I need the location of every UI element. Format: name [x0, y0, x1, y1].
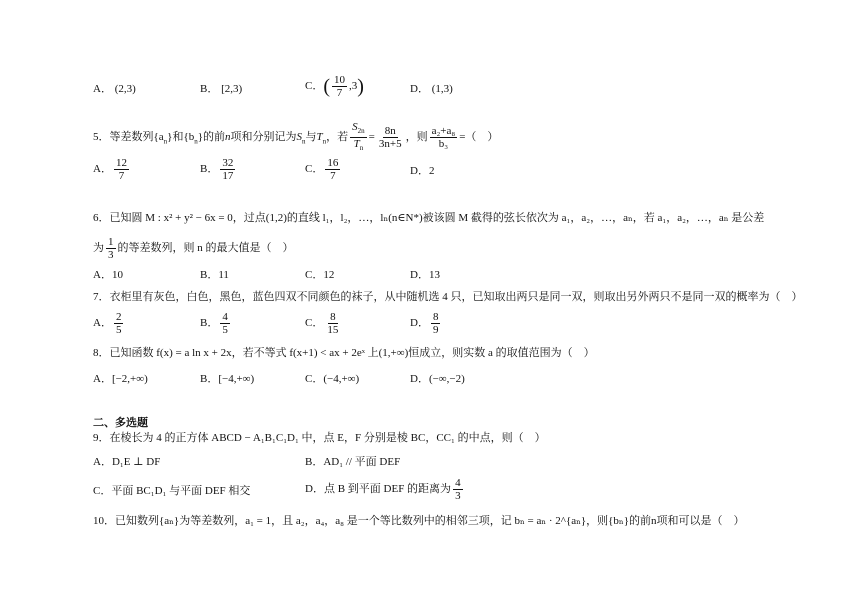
- q10-question: 10．已知数列{aₙ}为等差数列，a₁ = 1，且 a₂，a₄，a₈ 是一个等比数列中的相邻三项，记 bₙ = aₙ · 2^{aₙ}，则{bₙ}的前n项和可以是（ ）: [93, 515, 745, 527]
- q6-option-d: D．13: [410, 269, 440, 281]
- q7-option-a: A． $\frac{2}{5}$: [93, 311, 122, 336]
- q7-option-c: C． $\frac{8}{15}$: [305, 311, 339, 336]
- q9-option-d: D．点 B 到平面 DEF 的距离为 $\frac{4}{3}$: [305, 477, 461, 502]
- q9-option-b: B．AD₁ // 平面 DEF: [305, 456, 401, 468]
- q4-option-b: B． [2,3): [200, 83, 243, 95]
- q9-question: 9．在棱长为 4 的正方体 ABCD − A₁B₁C₁D₁ 中，点 E，F 分别是棱 BC，CC₁ 的中点，则（ ）: [93, 432, 546, 444]
- q6-question-line1: 6．已知圆 M : x² + y² − 6x = 0，过点(1,2)的直线 l₁，l₂，…，lₙ(n∈N*)被该圆 M 截得的弦长依次为 a₁，a₂，…，aₙ，若 a₁，a₂，…，aₙ 是公差: [93, 212, 765, 224]
- q6-option-b: B．11: [200, 269, 229, 281]
- q9-option-a: A．D₁E ⊥ DF: [93, 456, 161, 468]
- q6-question-line2: 为 $\frac{1}{3}$ 的等差数列，则 n 的最大值是（ ）: [93, 236, 294, 261]
- q5-option-d: D．2: [410, 165, 435, 177]
- q5-question: 5．等差数列$\{a_n\}$和$\{b_n\}$的前n项和分别记为$S_n$与$T_n$，若 $\frac{S_{2n}}{T_n}$ = $\frac{8n}{3n+5}$ ，则 $\frac{\text{a₂+a₈}}{\text{b₃}}$ =（ ）: [93, 121, 499, 153]
- q6-option-c: C．12: [305, 269, 335, 281]
- q4-option-d: D． (1,3): [410, 83, 453, 95]
- q9-option-c: C．平面 BC₁D₁ 与平面 DEF 相交: [93, 485, 251, 497]
- q4-option-c: C．( $\frac{10}{7}$ ,3): [305, 74, 364, 99]
- q5-option-c: C． $\frac{16}{7}$: [305, 157, 339, 182]
- q8-option-d: D．(−∞,−2): [410, 373, 465, 385]
- q8-option-b: B．[−4,+∞): [200, 373, 255, 385]
- q7-option-b: B． $\frac{4}{5}$: [200, 311, 228, 336]
- q8-option-a: A．[−2,+∞): [93, 373, 148, 385]
- q4-option-a: A． (2,3): [93, 83, 136, 95]
- q8-question: 8．已知函数 f(x) = a ln x + 2x，若不等式 f(x+1) < ax + 2eˣ 上(1,+∞)恒成立，则实数 a 的取值范围为（ ）: [93, 347, 595, 359]
- q5-option-a: A． $\frac{12}{7}$: [93, 157, 127, 182]
- section-heading: 二、多选题: [93, 417, 148, 429]
- q7-option-d: D． $\frac{8}{9}$: [410, 311, 439, 336]
- q6-option-a: A．10: [93, 269, 123, 281]
- q5-option-b: B． $\frac{32}{17}$: [200, 157, 234, 182]
- q7-question: 7．衣柜里有灰色，白色，黑色，蓝色四双不同颜色的袜子，从中随机选 4 只，已知取出两只是同一双，则取出另外两只不是同一双的概率为（ ）: [93, 291, 803, 303]
- q8-option-c: C．(−4,+∞): [305, 373, 360, 385]
